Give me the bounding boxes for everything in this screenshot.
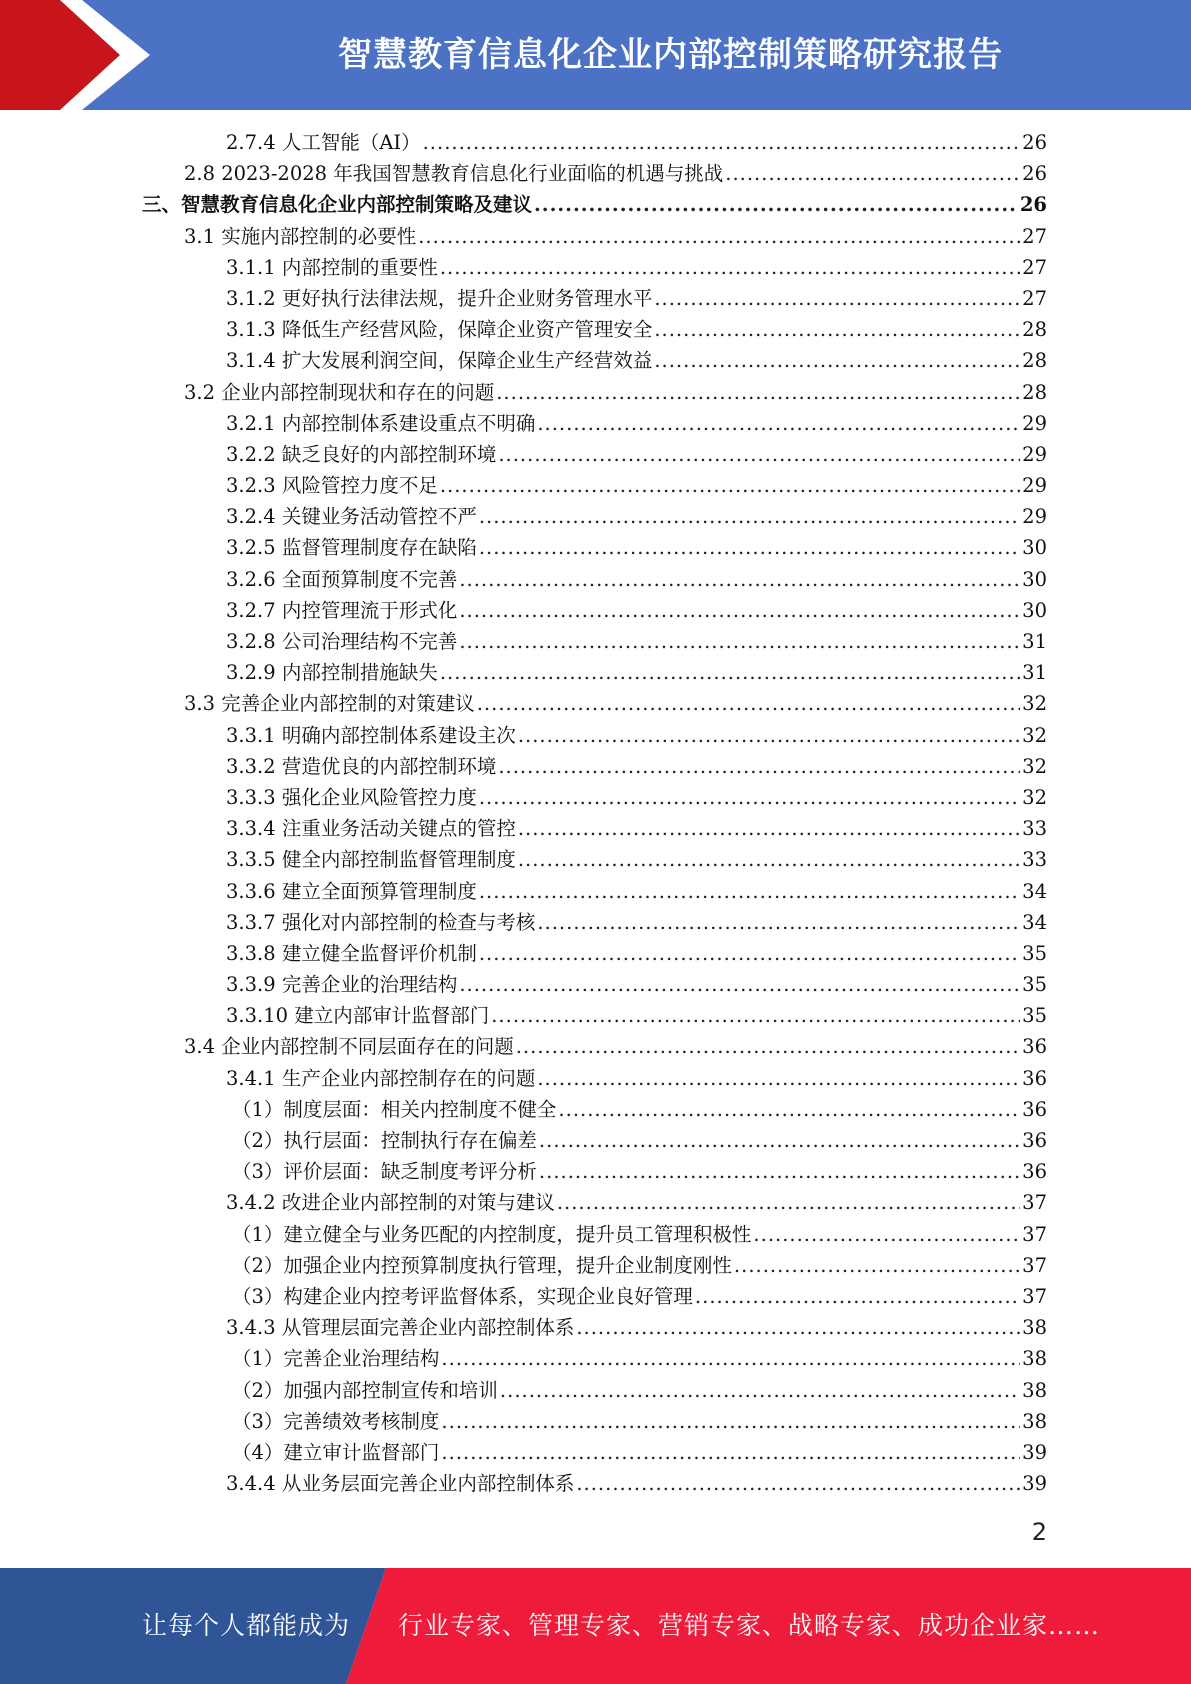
toc-entry-page: 35 (1022, 973, 1047, 997)
toc-entry[interactable] (0, 720, 1191, 751)
toc-entry-title: 3.2.5 监督管理制度存在缺陷 (226, 536, 477, 560)
toc-entry[interactable] (0, 1156, 1191, 1187)
toc-entry-title: 3.3 完善企业内部控制的对策建议 (184, 692, 475, 716)
toc-entry-title: 3.1 实施内部控制的必要性 (184, 224, 417, 248)
toc-entry-page: 27 (1022, 255, 1047, 279)
footer-slogan-right: 行业专家、管理专家、营销专家、战略专家、成功企业家…… (398, 1611, 1101, 1640)
toc-entry[interactable] (0, 1281, 1191, 1312)
toc-entry[interactable] (0, 1219, 1191, 1250)
toc-dot-leader (440, 657, 1020, 688)
toc-entry-title: （3）评价层面：缺乏制度考评分析 (232, 1160, 537, 1184)
toc-entry[interactable] (0, 1000, 1191, 1031)
toc-entry-page: 32 (1022, 785, 1047, 809)
toc-dot-leader (539, 1156, 1020, 1187)
toc-entry-page: 30 (1022, 598, 1047, 622)
toc-entry-page: 29 (1022, 474, 1047, 498)
toc-entry[interactable] (0, 969, 1191, 1000)
toc-dot-leader (695, 1281, 1020, 1312)
toc-entry-page: 35 (1022, 941, 1047, 965)
toc-entry-page: 31 (1022, 661, 1047, 685)
toc-entry-page: 37 (1022, 1222, 1047, 1246)
toc-entry-title: 3.4.4 从业务层面完善企业内部控制体系 (226, 1472, 575, 1496)
toc-dot-leader (479, 938, 1020, 969)
toc-dot-leader (534, 189, 1018, 220)
toc-dot-leader (479, 782, 1020, 813)
toc-entry-title: （1）完善企业治理结构 (232, 1347, 440, 1371)
toc-dot-leader (734, 1250, 1020, 1281)
toc-entry-title: 3.3.6 建立全面预算管理制度 (226, 879, 477, 903)
toc-entry-page: 38 (1022, 1378, 1047, 1402)
toc-entry[interactable] (0, 1312, 1191, 1343)
toc-entry-title: 3.3.9 完善企业的治理结构 (226, 973, 458, 997)
toc-entry-page: 27 (1022, 286, 1047, 310)
toc-entry-title: 3.2.6 全面预算制度不完善 (226, 567, 458, 591)
toc-entry-title: （1）建立健全与业务匹配的内控制度，提升员工管理积极性 (232, 1222, 752, 1246)
toc-dot-leader (539, 1125, 1020, 1156)
toc-entry[interactable] (0, 813, 1191, 844)
page-number: 2 (1031, 1518, 1047, 1546)
toc-entry-page: 32 (1022, 692, 1047, 716)
toc-dot-leader (459, 626, 1020, 657)
toc-dot-leader (654, 345, 1020, 376)
toc-entry-title: 3.4.1 生产企业内部控制存在的问题 (226, 1066, 536, 1090)
footer-slogan-left: 让每个人都能成为 (142, 1611, 351, 1640)
toc-entry[interactable] (0, 501, 1191, 532)
toc-entry-title: 3.3.5 健全内部控制监督管理制度 (226, 848, 516, 872)
toc-entry-page: 36 (1022, 1035, 1047, 1059)
toc-entry-title: 3.1.2 更好执行法律法规，提升企业财务管理水平 (226, 286, 653, 310)
toc-entry[interactable] (0, 782, 1191, 813)
toc-entry-page: 26 (1022, 162, 1047, 186)
toc-entry-title: 3.2.8 公司治理结构不完善 (226, 630, 458, 653)
toc-entry-title: 3.2.4 关键业务活动管控不严 (226, 505, 477, 529)
toc-entry[interactable] (0, 1437, 1191, 1468)
toc-dot-leader (500, 1375, 1020, 1406)
toc-entry-title: 3.1.1 内部控制的重要性 (226, 255, 438, 279)
page-footer (0, 1568, 1191, 1684)
toc-entry[interactable] (0, 1343, 1191, 1374)
toc-entry[interactable] (0, 345, 1191, 376)
toc-entry-page: 36 (1022, 1129, 1047, 1152)
toc-entry-page: 38 (1022, 1409, 1047, 1433)
toc-entry[interactable] (0, 751, 1191, 782)
toc-entry-page: 30 (1022, 567, 1047, 591)
toc-dot-leader (459, 969, 1020, 1000)
toc-dot-leader (496, 377, 1020, 408)
toc-entry-page: 34 (1022, 879, 1047, 903)
toc-entry-title: （3）完善绩效考核制度 (232, 1409, 440, 1433)
toc-entry-page: 33 (1022, 817, 1047, 841)
toc-entry-page: 36 (1022, 1097, 1047, 1121)
toc-entry[interactable] (0, 844, 1191, 875)
toc-entry[interactable] (0, 189, 1191, 220)
toc-entry[interactable] (0, 1250, 1191, 1281)
toc-entry-page: 27 (1022, 224, 1047, 248)
toc-entry[interactable] (0, 626, 1191, 657)
toc-entry-page: 28 (1022, 318, 1047, 342)
page-header (0, 0, 1191, 110)
toc-entry-title: 2.8 2023-2028 年我国智慧教育信息化行业面临的机遇与挑战 (184, 162, 724, 186)
toc-dot-leader (557, 1187, 1020, 1218)
toc-entry-title: 3.3.3 强化企业风险管控力度 (226, 785, 477, 809)
toc-entry-page: 37 (1022, 1191, 1047, 1215)
toc-dot-leader (518, 720, 1020, 751)
toc-entry-page: 30 (1022, 536, 1047, 560)
toc-entry-title: 3.1.4 扩大发展利润空间，保障企业生产经营效益 (226, 349, 653, 373)
toc-entry-page: 26 (1019, 193, 1047, 217)
toc-entry-page: 26 (1022, 131, 1047, 154)
toc-entry[interactable] (0, 377, 1191, 408)
toc-dot-leader (440, 470, 1020, 501)
toc-entry-title: 3.2.3 风险管控力度不足 (226, 474, 438, 498)
toc-entry[interactable] (0, 127, 1191, 158)
toc-dot-leader (491, 1000, 1020, 1031)
toc-entry-page: 37 (1022, 1284, 1047, 1308)
toc-entry[interactable] (0, 938, 1191, 969)
toc-entry-title: 3.4 企业内部控制不同层面存在的问题 (184, 1035, 514, 1059)
toc-entry-title: 3.2.9 内部控制措施缺失 (226, 661, 438, 685)
toc-entry-page: 37 (1022, 1253, 1047, 1277)
toc-entry[interactable] (0, 876, 1191, 907)
toc-entry-page: 31 (1022, 630, 1047, 653)
toc-dot-leader (498, 439, 1020, 470)
toc-entry-page: 33 (1022, 848, 1047, 872)
toc-entry-title: 3.2.7 内控管理流于形式化 (226, 598, 458, 622)
toc-entry-title: 2.7.4 人工智能（AI） (226, 131, 421, 154)
toc-entry[interactable] (0, 1375, 1191, 1406)
toc-entry-title: 3.3.8 建立健全监督评价机制 (226, 941, 477, 965)
toc-entry-title: 3.2 企业内部控制现状和存在的问题 (184, 380, 495, 404)
toc-entry-title: 三、智慧教育信息化企业内部控制策略及建议 (142, 193, 533, 217)
toc-dot-leader (558, 1094, 1020, 1125)
toc-dot-leader (479, 532, 1020, 563)
toc-dot-leader (654, 314, 1020, 345)
toc-entry[interactable] (0, 1031, 1191, 1062)
toc-entry[interactable] (0, 221, 1191, 252)
toc-entry-title: 3.1.3 降低生产经营风险，保障企业资产管理安全 (226, 318, 653, 342)
toc-entry[interactable] (0, 595, 1191, 626)
toc-dot-leader (576, 1468, 1020, 1499)
toc-entry[interactable] (0, 439, 1191, 470)
toc-entry[interactable] (0, 564, 1191, 595)
toc-entry-title: 3.4.2 改进企业内部控制的对策与建议 (226, 1191, 555, 1215)
toc-dot-leader (537, 907, 1020, 938)
toc-dot-leader (753, 1219, 1020, 1250)
toc-entry-page: 36 (1022, 1066, 1047, 1090)
toc-entry-page: 32 (1022, 754, 1047, 778)
toc-entry-title: 3.4.3 从管理层面完善企业内部控制体系 (226, 1316, 575, 1340)
toc-entry-page: 39 (1022, 1472, 1047, 1496)
toc-dot-leader (537, 408, 1020, 439)
toc-dot-leader (498, 751, 1020, 782)
toc-dot-leader (725, 158, 1020, 189)
toc-entry-title: （2）加强内部控制宣传和培训 (232, 1378, 498, 1402)
toc-entry-page: 28 (1022, 380, 1047, 404)
toc-entry-page: 36 (1022, 1160, 1047, 1184)
toc-dot-leader (518, 813, 1020, 844)
toc-entry[interactable] (0, 283, 1191, 314)
toc-dot-leader (423, 127, 1021, 158)
toc-dot-leader (479, 501, 1020, 532)
toc-entry[interactable] (0, 1063, 1191, 1094)
report-title: 智慧教育信息化企业内部控制策略研究报告 (338, 35, 1003, 75)
toc-entry-page: 29 (1022, 505, 1047, 529)
toc-entry-page: 39 (1022, 1440, 1047, 1464)
toc-entry-title: 3.3.4 注重业务活动关键点的管控 (226, 817, 516, 841)
toc-entry[interactable] (0, 1187, 1191, 1218)
toc-dot-leader (654, 283, 1020, 314)
toc-dot-leader (477, 688, 1020, 719)
toc-entry-page: 35 (1022, 1004, 1047, 1028)
toc-dot-leader (459, 595, 1020, 626)
toc-entry-title: 3.3.7 强化对内部控制的检查与考核 (226, 910, 536, 934)
toc-entry[interactable] (0, 470, 1191, 501)
toc-dot-leader (441, 1406, 1020, 1437)
toc-entry-title: 3.2.2 缺乏良好的内部控制环境 (226, 442, 497, 466)
toc-entry[interactable] (0, 1468, 1191, 1499)
toc-entry-title: （1）制度层面：相关内控制度不健全 (232, 1097, 557, 1121)
toc-dot-leader (418, 221, 1020, 252)
toc-dot-leader (459, 564, 1020, 595)
toc-entry-page: 29 (1022, 442, 1047, 466)
toc-entry-title: （4）建立审计监督部门 (232, 1440, 440, 1464)
toc-dot-leader (440, 252, 1020, 283)
toc-entry[interactable] (0, 907, 1191, 938)
toc-entry[interactable] (0, 408, 1191, 439)
toc-entry[interactable] (0, 688, 1191, 719)
toc-dot-leader (479, 876, 1020, 907)
toc-entry-page: 38 (1022, 1347, 1047, 1371)
toc-dot-leader (537, 1063, 1020, 1094)
toc-entry[interactable] (0, 1094, 1191, 1125)
toc-dot-leader (441, 1437, 1020, 1468)
toc-entry-title: （2）执行层面：控制执行存在偏差 (232, 1129, 537, 1152)
toc-dot-leader (441, 1343, 1020, 1374)
toc-entry-title: 3.3.10 建立内部审计监督部门 (226, 1004, 490, 1028)
toc-dot-leader (516, 1031, 1020, 1062)
toc-entry-page: 28 (1022, 349, 1047, 373)
toc-entry-title: 3.3.1 明确内部控制体系建设主次 (226, 723, 516, 747)
toc-entry-title: （3）构建企业内控考评监督体系，实现企业良好管理 (232, 1284, 693, 1308)
toc-entry[interactable] (0, 158, 1191, 189)
toc-entry-page: 32 (1022, 723, 1047, 747)
toc-entry[interactable] (0, 252, 1191, 283)
toc-dot-leader (518, 844, 1020, 875)
toc-entry[interactable] (0, 1406, 1191, 1437)
toc-entry-page: 29 (1022, 411, 1047, 435)
toc-entry-page: 34 (1022, 910, 1047, 934)
toc-entry[interactable] (0, 314, 1191, 345)
toc-entry[interactable] (0, 657, 1191, 688)
toc-dot-leader (576, 1312, 1020, 1343)
toc-entry-title: （2）加强企业内控预算制度执行管理，提升企业制度刚性 (232, 1253, 732, 1277)
toc-entry-page: 38 (1022, 1316, 1047, 1340)
toc-entry-title: 3.3.2 营造优良的内部控制环境 (226, 754, 497, 778)
toc-entry[interactable] (0, 1125, 1191, 1156)
toc-entry-title: 3.2.1 内部控制体系建设重点不明确 (226, 411, 536, 435)
toc-entry[interactable] (0, 532, 1191, 563)
table-of-contents (0, 127, 1191, 1499)
